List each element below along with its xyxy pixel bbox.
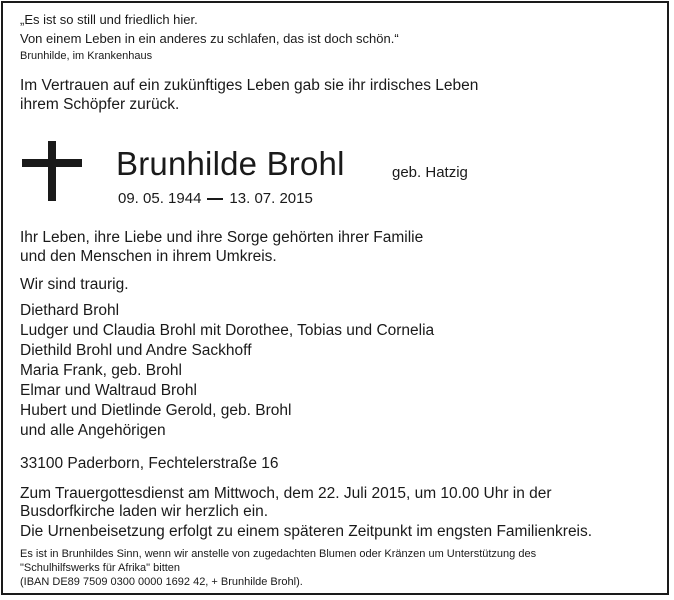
mourner-line: Elmar und Waltraud Brohl bbox=[20, 382, 197, 399]
quote-line-2: Von einem Leben in ein anderes zu schlafen, das ist doch schön.“ bbox=[20, 31, 399, 46]
deceased-name: Brunhilde Brohl bbox=[116, 145, 345, 182]
tribute-line-1: Ihr Leben, ihre Liebe und ihre Sorge gehörten ihrer Familie bbox=[20, 229, 424, 246]
intro-line-2: ihrem Schöpfer zurück. bbox=[20, 96, 180, 113]
quote-source: Brunhilde, im Krankenhaus bbox=[20, 50, 153, 62]
service-line-3: Die Urnenbeisetzung erfolgt zu einem späteren Zeitpunkt im engsten Familienkreis. bbox=[20, 523, 593, 540]
service-line-1: Zum Trauergottesdienst am Mittwoch, dem 22. Juli 2015, um 10.00 Uhr in der bbox=[20, 485, 552, 502]
address: 33100 Paderborn, Fechtelerstraße 16 bbox=[20, 455, 279, 472]
mourner-line: Diethild Brohl und Andre Sackhoff bbox=[20, 342, 252, 359]
donation-line-2: "Schulhilfswerks für Afrika" bitten bbox=[20, 562, 181, 574]
donation-line-1: Es ist in Brunhildes Sinn, wenn wir anstelle von zugedachten Blumen oder Kränzen um Unterstützung des bbox=[20, 548, 537, 560]
mourners-intro: Wir sind traurig. bbox=[20, 276, 129, 293]
mourner-line: Maria Frank, geb. Brohl bbox=[20, 362, 182, 379]
mourner-line: und alle Angehörigen bbox=[20, 422, 166, 439]
dash-separator bbox=[207, 198, 223, 200]
death-date: 13. 07. 2015 bbox=[229, 190, 313, 207]
intro-line-1: Im Vertrauen auf ein zukünftiges Leben gab sie ihr irdisches Leben bbox=[20, 77, 479, 94]
donation-line-3: (IBAN DE89 7509 0300 0000 1692 42, + Brunhilde Brohl). bbox=[20, 576, 303, 588]
mourner-line: Ludger und Claudia Brohl mit Dorothee, Tobias und Cornelia bbox=[20, 322, 435, 339]
cross-icon bbox=[22, 141, 82, 201]
quote-line-1: „Es ist so still und friedlich hier. bbox=[20, 12, 198, 27]
birth-date: 09. 05. 1944 bbox=[118, 190, 202, 207]
mourner-line: Diethard Brohl bbox=[20, 302, 120, 319]
service-line-2: Busdorfkirche laden wir herzlich ein. bbox=[20, 503, 269, 520]
tribute-line-2: und den Menschen in ihrem Umkreis. bbox=[20, 248, 277, 265]
mourner-line: Hubert und Dietlinde Gerold, geb. Brohl bbox=[20, 402, 292, 419]
birth-name: geb. Hatzig bbox=[392, 164, 468, 181]
life-dates bbox=[118, 190, 313, 208]
